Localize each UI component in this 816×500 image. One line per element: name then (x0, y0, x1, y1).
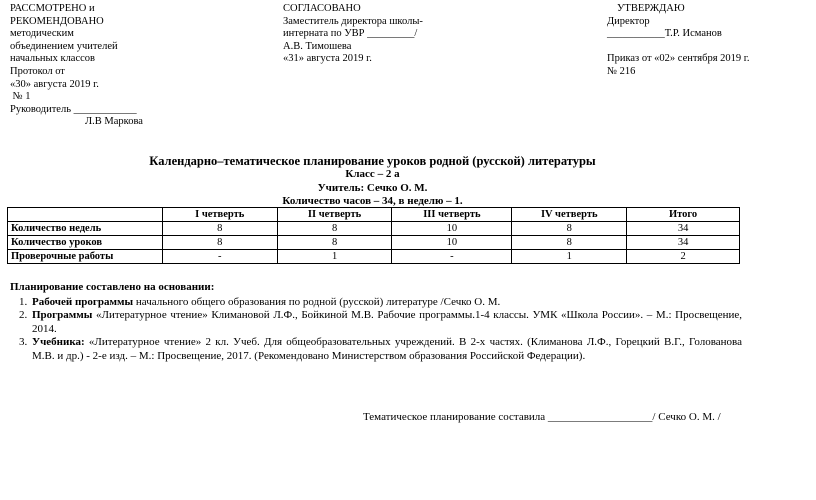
approved-line (607, 41, 750, 54)
approval-block-approved (607, 3, 750, 79)
approved-line: Приказ от «02» сентября 2019 г. (607, 53, 750, 65)
considered-line: начальных классов (10, 53, 95, 65)
table-header-cell (8, 208, 163, 222)
list-item-bold: Программы (32, 309, 93, 321)
head-name: Л.В Маркова (85, 116, 143, 128)
considered-line: Руководитель ____________ (10, 103, 137, 115)
list-item-text: «Литературное чтение» Климановой Л.Ф., Бойкиной М.В. Рабочие программы.1-4 классы. УМК «Школа России». – М.: Просвещение, 2014. (32, 309, 742, 335)
list-item-text: начального общего образования по родной (русской) литературе /Сечко О. М. (133, 295, 501, 308)
table-cell: 2 (627, 250, 740, 264)
teacher-label: Учитель: Сечко О. М. (317, 182, 428, 194)
approved-line: ___________Т.Р. Исманов (607, 28, 722, 40)
table-cell: 8 (277, 236, 392, 250)
list-item (30, 309, 742, 336)
table-cell: - (392, 250, 512, 264)
considered-line: РАССМОТРЕНО и (10, 3, 95, 14)
table-cell: 8 (512, 236, 627, 250)
table-cell: - (162, 250, 277, 264)
table-header-cell: Итого (627, 208, 740, 222)
table-cell: 34 (627, 236, 740, 250)
agreed-line: «31» августа 2019 г. (283, 53, 372, 65)
table-cell: 8 (162, 236, 277, 250)
row-label: Проверочные работы (8, 250, 163, 264)
table-cell: 8 (277, 222, 392, 236)
considered-line: «30» августа 2019 г. (10, 78, 99, 90)
table-cell: 10 (392, 222, 512, 236)
table-row (8, 250, 740, 264)
table-header-cell: IV четверть (512, 208, 627, 222)
table-header-row (8, 208, 740, 222)
agreed-line: интерната по УВР _________/ (283, 28, 418, 40)
row-label: Количество недель (8, 222, 163, 236)
agreed-line: СОГЛАСОВАНО (283, 3, 361, 14)
signature-line: Тематическое планирование составила ___________________/ Сечко О. М. / (363, 411, 721, 423)
agreed-line: А.В. Тимошева (283, 40, 352, 52)
table-cell: 8 (162, 222, 277, 236)
agreed-line: Заместитель директора школы- (283, 15, 423, 27)
row-label: Количество уроков (8, 236, 163, 250)
approved-line: № 216 (607, 65, 636, 77)
considered-line: методическим (10, 28, 74, 40)
approval-block-considered (10, 3, 143, 129)
table-row (8, 222, 740, 236)
hours-table (7, 207, 740, 264)
hours-label: Количество часов – 34, в неделю – 1. (282, 195, 463, 207)
approved-line: Директор (607, 15, 650, 27)
list-item-text: «Литературное чтение» 2 кл. Учеб. Для общеобразовательных учреждений. В 2-х частях. (Климанова Л.Ф., Горецкий В.Г., Голованова М.В. и др.) - 2-е изд. – М.: Просвещение, 2017. (Рекомендовано Министерством образования Российской Федерации). (32, 336, 742, 362)
considered-line: № 1 (10, 91, 31, 103)
list-item (30, 296, 742, 310)
basis-section (10, 281, 742, 363)
approval-block-agreed (283, 3, 423, 66)
table-header-cell: III четверть (392, 208, 512, 222)
table-cell: 1 (277, 250, 392, 264)
list-item-bold: Рабочей программы (32, 295, 134, 308)
table-header-cell: I четверть (162, 208, 277, 222)
table-cell: 8 (512, 222, 627, 236)
list-item-bold: Учебника: (32, 336, 85, 348)
table-cell: 10 (392, 236, 512, 250)
basis-title: Планирование составлено на основании: (10, 281, 215, 293)
class-label: Класс – 2 а (345, 168, 400, 180)
table-header-cell: II четверть (277, 208, 392, 222)
considered-line: объединением учителей (10, 40, 118, 52)
table-cell: 1 (512, 250, 627, 264)
table-row (8, 236, 740, 250)
document-title: Календарно–тематическое планирование уроков родной (русской) литературы (149, 154, 596, 168)
considered-line: Протокол от (10, 65, 65, 77)
basis-list (10, 296, 742, 364)
table-cell: 34 (627, 222, 740, 236)
list-item (30, 336, 742, 363)
approved-line: УТВЕРЖДАЮ (617, 3, 685, 14)
considered-line: РЕКОМЕНДОВАНО (10, 15, 104, 27)
